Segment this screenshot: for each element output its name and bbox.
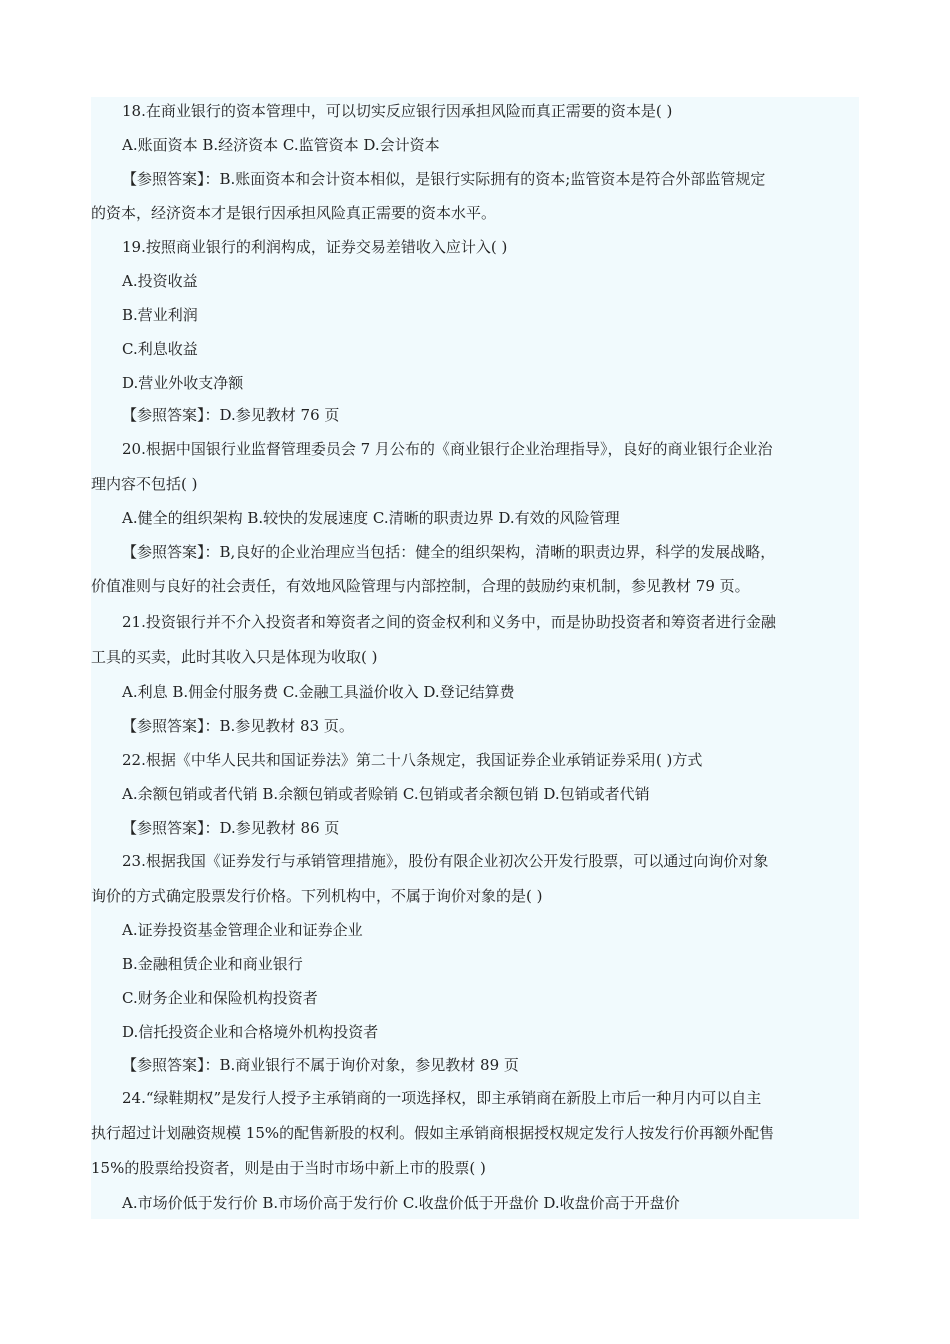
question-19: 19.按照商业银行的利润构成，证券交易差错收入应计入( ) xyxy=(122,238,508,256)
answer-23: 【参照答案】：B.商业银行不属于询价对象，参见教材 89 页 xyxy=(122,1056,519,1074)
question-23-option-b: B.金融租赁企业和商业银行 xyxy=(122,955,303,973)
question-20-cont: 理内容不包括( ) xyxy=(91,475,198,493)
question-19-option-a: A.投资收益 xyxy=(122,272,198,290)
question-18: 18.在商业银行的资本管理中，可以切实反应银行因承担风险而真正需要的资本是( ) xyxy=(122,102,673,120)
question-24-cont-2: 15%的股票给投资者，则是由于当时市场中新上市的股票( ) xyxy=(91,1159,486,1177)
question-19-option-c: C.利息收益 xyxy=(122,340,198,358)
question-21: 21.投资银行并不介入投资者和筹资者之间的资金权利和义务中，而是协助投资者和筹资者进行金融 xyxy=(122,613,776,631)
answer-21: 【参照答案】：B.参见教材 83 页。 xyxy=(122,717,354,735)
question-23: 23.根据我国《证券发行与承销管理措施》，股份有限企业初次公开发行股票，可以通过向询价对象 xyxy=(122,852,769,870)
question-23-cont: 询价的方式确定股票发行价格。下列机构中，不属于询价对象的是( ) xyxy=(91,887,543,905)
answer-19: 【参照答案】：D.参见教材 76 页 xyxy=(122,406,340,424)
question-23-option-d: D.信托投资企业和合格境外机构投资者 xyxy=(122,1023,379,1041)
question-24: 24.“绿鞋期权”是发行人授予主承销商的一项选择权，即主承销商在新股上市后一种月内可以自主 xyxy=(122,1089,762,1107)
answer-18-cont: 的资本，经济资本才是银行因承担风险真正需要的资本水平。 xyxy=(91,204,497,222)
question-21-cont: 工具的买卖，此时其收入只是体现为收取( ) xyxy=(91,648,378,666)
answer-22: 【参照答案】：D.参见教材 86 页 xyxy=(122,819,340,837)
question-20-options: A.健全的组织架构 B.较快的发展速度 C.清晰的职责边界 D.有效的风险管理 xyxy=(122,509,620,527)
question-20: 20.根据中国银行业监督管理委员会 7 月公布的《商业银行企业治理指导》，良好的商业银行企业治 xyxy=(122,440,773,458)
question-18-options: A.账面资本 B.经济资本 C.监管资本 D.会计资本 xyxy=(122,136,440,154)
answer-20-cont: 价值准则与良好的社会责任，有效地风险管理与内部控制，合理的鼓励约束机制，参见教材 79 页。 xyxy=(91,577,750,595)
question-22-options: A.余额包销或者代销 B.余额包销或者赊销 C.包销或者余额包销 D.包销或者代销 xyxy=(122,785,650,803)
answer-20: 【参照答案】：B,良好的企业治理应当包括：健全的组织架构，清晰的职责边界，科学的发展战略， xyxy=(122,543,776,561)
question-19-option-b: B.营业利润 xyxy=(122,306,198,324)
question-19-option-d: D.营业外收支净额 xyxy=(122,374,244,392)
document-page xyxy=(91,97,859,1219)
question-24-cont-1: 执行超过计划融资规模 15%的配售新股的权利。假如主承销商根据授权规定发行人按发行价再额外配售 xyxy=(91,1124,775,1142)
answer-18: 【参照答案】：B.账面资本和会计资本相似，是银行实际拥有的资本;监管资本是符合外部监管规定 xyxy=(122,170,766,188)
question-24-options: A.市场价低于发行价 B.市场价高于发行价 C.收盘价低于开盘价 D.收盘价高于开盘价 xyxy=(122,1194,680,1212)
question-23-option-c: C.财务企业和保险机构投资者 xyxy=(122,989,318,1007)
question-21-options: A.利息 B.佣金付服务费 C.金融工具溢价收入 D.登记结算费 xyxy=(122,683,515,701)
question-23-option-a: A.证券投资基金管理企业和证券企业 xyxy=(122,921,363,939)
question-22: 22.根据《中华人民共和国证券法》第二十八条规定，我国证券企业承销证券采用( )方式 xyxy=(122,751,703,769)
